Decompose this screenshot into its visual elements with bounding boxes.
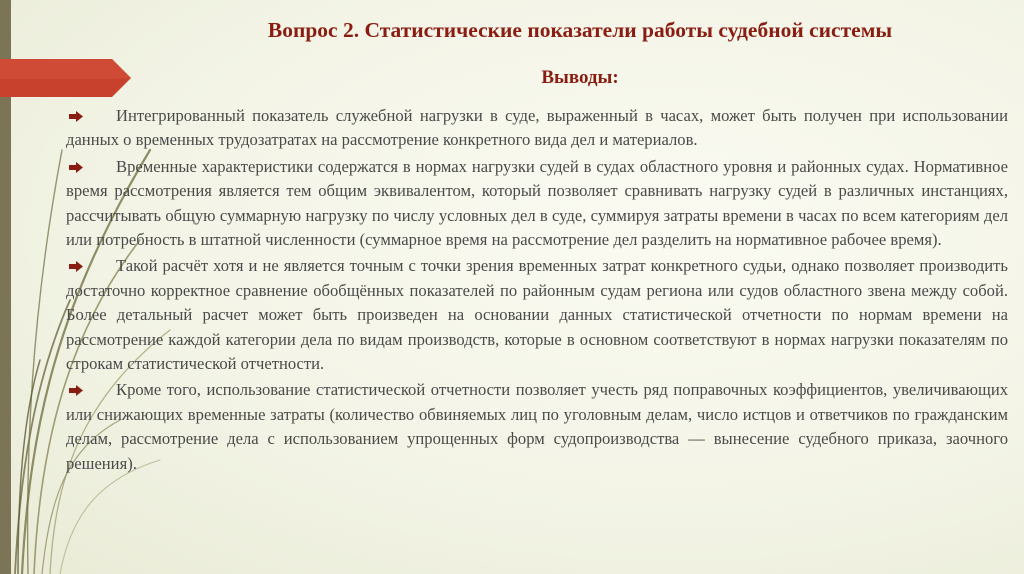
- list-item-text: Кроме того, использование статистической отчетности позволяет учесть ряд поправочных коэффициентов, увеличивающих или снижающих временные затраты (количество обвиняемых лиц по уголовным делам, число истцов и ответчиков по гражданским делам, рассмотрение дела с использованием упрощенных форм судопроизводства — вынесение судебного приказа, заочного решения).: [66, 380, 1008, 473]
- list-item-text: Такой расчёт хотя и не является точным с точки зрения временных затрат конкретного судьи, однако позволяет производить достаточно корректное сравнение обобщённых показателей по районным судам региона или судов областного звена между собой. Более детальный расчет может быть произведен на основании данных статистической отчетности по нормам времени на рассмотрение каждой категории дела по видам производств, которые в основном соответствуют в нормах нагрузки показателям по строкам статистической отчетности.: [66, 256, 1008, 374]
- arrow-right-icon: [69, 261, 83, 272]
- list-item: [66, 378, 1008, 476]
- list-item: [66, 104, 1008, 153]
- arrow-right-icon: [69, 111, 83, 122]
- list-item-text: Временные характеристики содержатся в нормах нагрузки судей в судах областного уровня и районных судах. Нормативное время рассмотрения является тем общим эквивалентом, который позволяет сравнивать нагрузку судей в различных инстанциях, рассчитывать общую суммарную нагрузку по числу условных дел в суде, суммируя затраты времени в часах по всем категориям дел или потребность в штатной численности (суммарное время на рассмотрение дел разделить на нормативное рабочее время).: [66, 156, 1008, 250]
- list-item-text: Интегрированный показатель служебной нагрузки в суде, выраженный в часах, может быть получен при использовании данных о временных трудозатратах на рассмотрение конкретного вида дел и материалов.: [66, 106, 1008, 150]
- list-item: [66, 254, 1008, 376]
- title-ribbon: [0, 59, 131, 97]
- arrow-right-icon: [69, 385, 83, 396]
- list-item: [66, 155, 1008, 253]
- slide-title: Вопрос 2. Статистические показатели работы судебной системы: [267, 18, 893, 42]
- conclusions-list: [66, 104, 1008, 478]
- section-heading: Выводы:: [541, 67, 619, 88]
- arrow-right-icon: [69, 162, 83, 173]
